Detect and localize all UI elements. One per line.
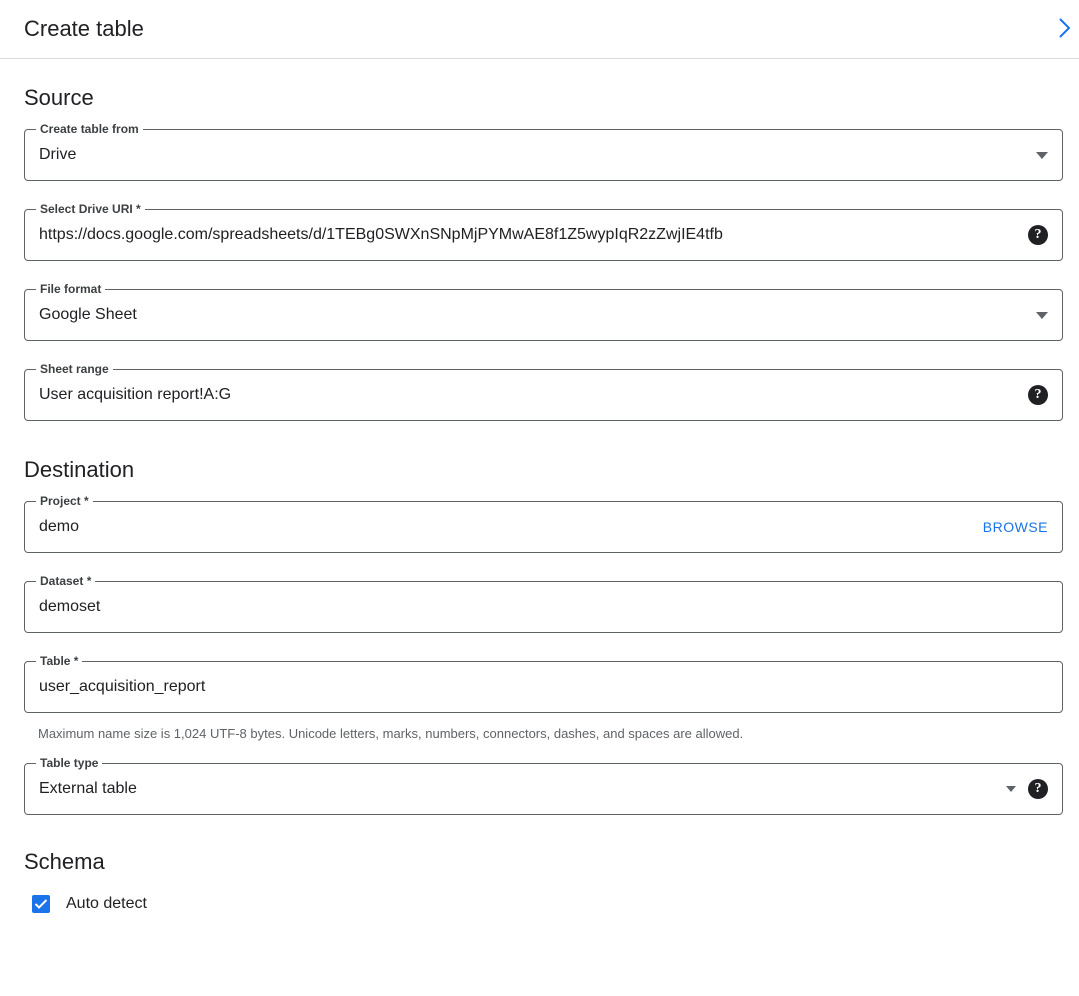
dataset-input[interactable] [24, 574, 1063, 633]
create-table-from-label: Create table from [36, 122, 143, 136]
help-icon[interactable]: ? [1028, 385, 1048, 405]
form-content [0, 85, 1079, 913]
section-title-source: Source [24, 85, 94, 110]
table-type-label: Table type [36, 756, 102, 770]
chevron-right-icon [1058, 17, 1072, 39]
create-table-from-select[interactable] [24, 122, 1063, 181]
collapse-panel-button[interactable] [1051, 8, 1079, 48]
help-icon[interactable]: ? [1028, 225, 1048, 245]
sheet-range-value: User acquisition report!A:G [39, 386, 232, 403]
help-icon[interactable]: ? [1028, 779, 1048, 799]
auto-detect-label: Auto detect [66, 895, 147, 912]
dataset-label: Dataset * [36, 574, 95, 588]
table-name-label: Table * [36, 654, 82, 668]
table-type-select[interactable] [24, 756, 1063, 815]
panel-header [0, 0, 1079, 59]
file-format-value: Google Sheet [39, 306, 137, 323]
drive-uri-input[interactable] [24, 202, 1063, 261]
table-name-value: user_acquisition_report [39, 678, 206, 695]
dataset-value: demoset [39, 598, 101, 615]
section-title-schema: Schema [24, 849, 105, 874]
table-name-helper-text: Maximum name size is 1,024 UTF-8 bytes. Unicode letters, marks, numbers, connectors, dashes, and spaces are allowed. [38, 726, 744, 741]
drive-uri-label: Select Drive URI * [36, 202, 145, 216]
chevron-down-icon [1036, 312, 1048, 319]
sheet-range-input[interactable] [24, 362, 1063, 421]
file-format-label: File format [36, 282, 105, 296]
browse-button[interactable]: BROWSE [982, 519, 1048, 535]
chevron-down-icon [1036, 152, 1048, 159]
project-input[interactable] [24, 494, 1063, 553]
chevron-down-icon [1006, 786, 1016, 792]
table-name-input[interactable] [24, 654, 1063, 713]
auto-detect-checkbox[interactable] [32, 895, 50, 913]
create-table-from-value: Drive [39, 146, 77, 163]
drive-uri-value: https://docs.google.com/spreadsheets/d/1TEBg0SWXnSNpMjPYMwAE8f1Z5wypIqR2zZwjIE4tfb [39, 226, 723, 243]
page-title: Create table [24, 16, 144, 41]
sheet-range-label: Sheet range [36, 362, 113, 376]
table-type-value: External table [39, 780, 137, 797]
auto-detect-row[interactable] [24, 895, 1063, 913]
project-value: demo [39, 518, 80, 535]
file-format-select[interactable] [24, 282, 1063, 341]
section-title-destination: Destination [24, 457, 135, 482]
project-label: Project * [36, 494, 93, 508]
